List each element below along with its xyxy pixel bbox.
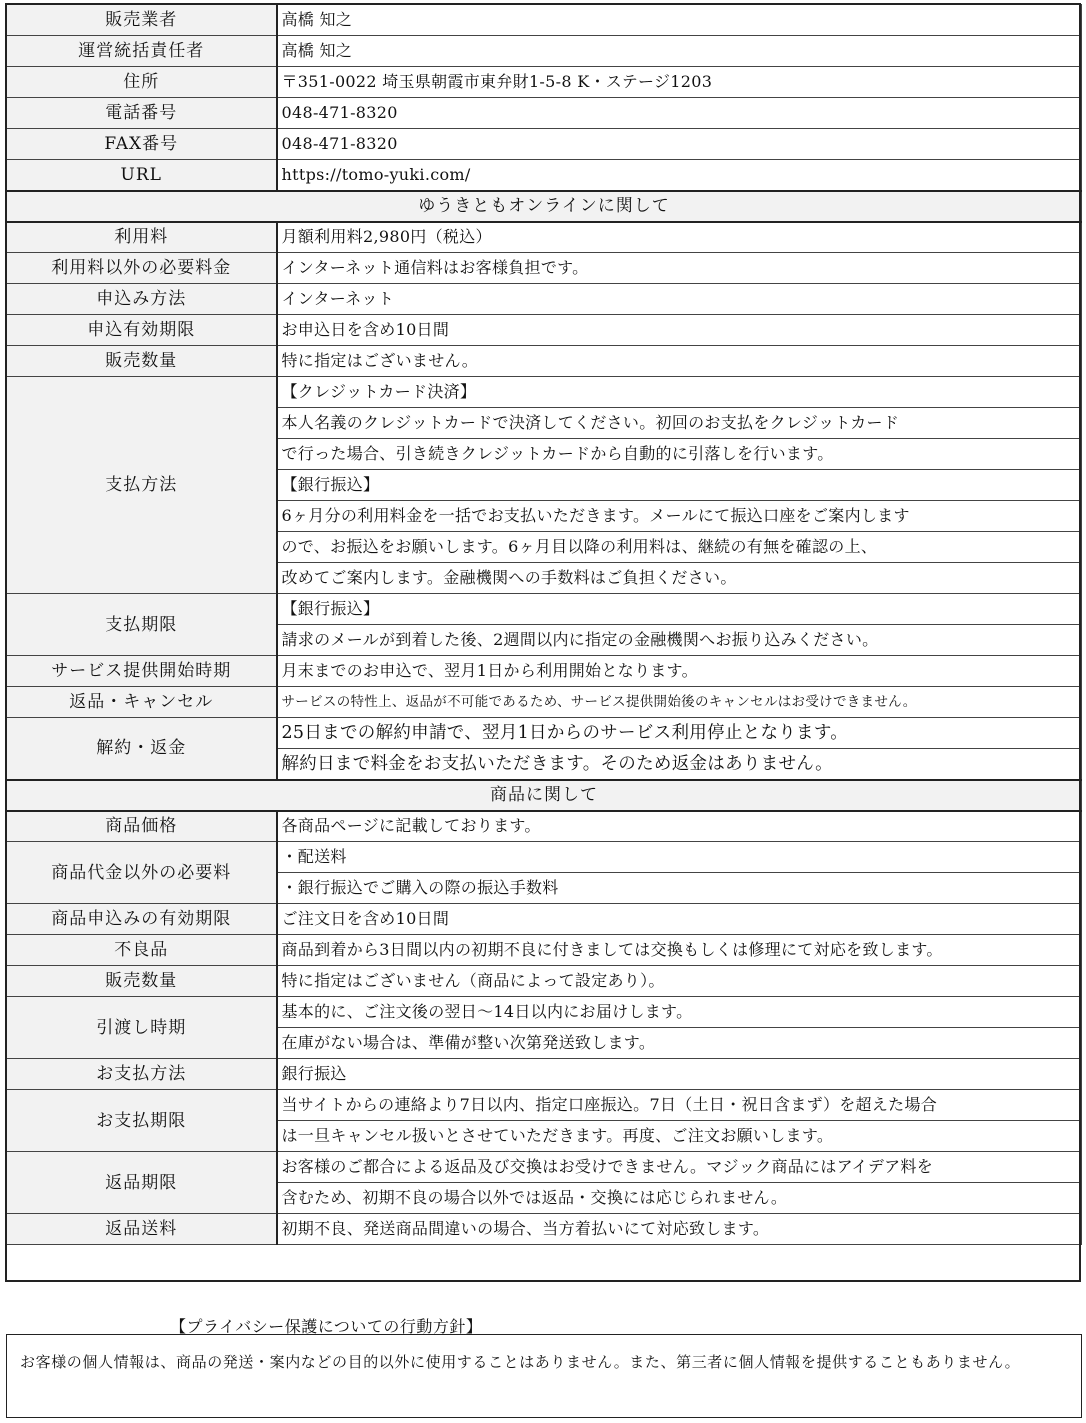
row-label: 引渡し時期 <box>7 997 277 1059</box>
table-row <box>7 656 1082 687</box>
row-value-line: 【クレジットカード決済】 <box>277 377 1082 408</box>
row-label: お支払期限 <box>7 1090 277 1152</box>
table-row <box>7 1090 1082 1121</box>
table-row <box>7 5 1082 36</box>
row-label: 返品期限 <box>7 1152 277 1214</box>
row-label: 商品価格 <box>7 811 277 842</box>
row-value-line: 当サイトからの連絡より7日以内、指定口座振込。7日（土日・祝日含まず）を超えた場合 <box>277 1090 1082 1121</box>
row-label: 支払方法 <box>7 377 277 594</box>
row-label: 住所 <box>7 67 277 98</box>
row-value-line: 【銀行振込】 <box>277 470 1082 501</box>
section-header-row <box>7 780 1082 811</box>
url-value: https://tomo-yuki.com/ <box>277 160 1082 191</box>
table-row <box>7 222 1082 253</box>
table-row <box>7 935 1082 966</box>
table-row <box>7 842 1082 873</box>
row-label: 販売数量 <box>7 346 277 377</box>
table-row <box>7 1059 1082 1090</box>
row-label: 販売数量 <box>7 966 277 997</box>
row-value-line: で行った場合、引き続きクレジットカードから自動的に引落しを行います。 <box>277 439 1082 470</box>
row-label: 返品送料 <box>7 1214 277 1245</box>
row-label: 運営統括責任者 <box>7 36 277 67</box>
row-value-line: 在庫がない場合は、準備が整い次第発送致します。 <box>277 1028 1082 1059</box>
row-label: 商品申込みの有効期限 <box>7 904 277 935</box>
row-value-line: 含むため、初期不良の場合以外では返品・交換には応じられません。 <box>277 1183 1082 1214</box>
table-row <box>7 687 1082 718</box>
row-label: 申込み方法 <box>7 284 277 315</box>
row-value: お申込日を含め10日間 <box>277 315 1082 346</box>
row-value-line: 基本的に、ご注文後の翌日～14日以内にお届けします。 <box>277 997 1082 1028</box>
row-label: 利用料以外の必要料金 <box>7 253 277 284</box>
privacy-policy-box <box>6 1334 1082 1418</box>
row-value: 月末までのお申込で、翌月1日から利用開始となります。 <box>277 656 1082 687</box>
row-label: サービス提供開始時期 <box>7 656 277 687</box>
row-label: FAX番号 <box>7 129 277 160</box>
row-value-line: ・銀行振込でご購入の際の振込手数料 <box>277 873 1082 904</box>
row-value: 各商品ページに記載しております。 <box>277 811 1082 842</box>
row-value: 高橋 知之 <box>277 5 1082 36</box>
table-row <box>7 718 1082 749</box>
row-value-line: は一旦キャンセル扱いとさせていただきます。再度、ご注文お願いします。 <box>277 1121 1082 1152</box>
row-value: 高橋 知之 <box>277 36 1082 67</box>
section-header-online: ゆうきともオンラインに関して <box>7 191 1082 222</box>
row-value-line: 本人名義のクレジットカードで決済してください。初回のお支払をクレジットカード <box>277 408 1082 439</box>
table-row <box>7 160 1082 191</box>
row-value-line: 【銀行振込】 <box>277 594 1082 625</box>
row-value: ご注文日を含め10日間 <box>277 904 1082 935</box>
table-row <box>7 67 1082 98</box>
row-value-line: ので、お振込をお願いします。6ヶ月目以降の利用料は、継続の有無を確認の上、 <box>277 532 1082 563</box>
table-row <box>7 315 1082 346</box>
row-label: お支払方法 <box>7 1059 277 1090</box>
row-label: 不良品 <box>7 935 277 966</box>
table-row <box>7 36 1082 67</box>
row-value-line: 解約日まで料金をお支払いただきます。そのため返金はありません。 <box>277 749 1082 780</box>
privacy-body: お客様の個人情報は、商品の発送・案内などの目的以外に使用することはありません。また、第三者に個人情報を提供することもありません。 <box>20 1353 1021 1371</box>
section-header-product: 商品に関して <box>7 780 1082 811</box>
row-value: 初期不良、発送商品間違いの場合、当方着払いにて対応致します。 <box>277 1214 1082 1245</box>
table-row <box>7 904 1082 935</box>
table-row <box>7 253 1082 284</box>
row-value-line: 25日までの解約申請で、翌月1日からのサービス利用停止となります。 <box>277 718 1082 749</box>
row-label: URL <box>7 160 277 191</box>
table-row <box>7 811 1082 842</box>
row-value-line: 6ヶ月分の利用料金を一括でお支払いただきます。メールにて振込口座をご案内します <box>277 501 1082 532</box>
row-label: 返品・キャンセル <box>7 687 277 718</box>
table-row <box>7 129 1082 160</box>
row-label: 商品代金以外の必要料 <box>7 842 277 904</box>
row-label: 申込有効期限 <box>7 315 277 346</box>
row-value-line: お客様のご都合による返品及び交換はお受けできません。マジック商品にはアイデア料を <box>277 1152 1082 1183</box>
row-value: 048-471-8320 <box>277 98 1082 129</box>
row-label: 解約・返金 <box>7 718 277 780</box>
row-value: 特に指定はございません（商品によって設定あり）。 <box>277 966 1082 997</box>
row-value: 048-471-8320 <box>277 129 1082 160</box>
row-label: 支払期限 <box>7 594 277 656</box>
section-header-row <box>7 191 1082 222</box>
table-row <box>7 377 1082 408</box>
row-value-line: 改めてご案内します。金融機関への手数料はご負担ください。 <box>277 563 1082 594</box>
table-row <box>7 1152 1082 1183</box>
row-label: 利用料 <box>7 222 277 253</box>
row-value-line: ・配送料 <box>277 842 1082 873</box>
row-value: インターネット <box>277 284 1082 315</box>
row-label: 電話番号 <box>7 98 277 129</box>
tokushoho-table <box>6 4 1082 1245</box>
table-row <box>7 1214 1082 1245</box>
row-value: 商品到着から3日間以内の初期不良に付きましては交換もしくは修理にて対応を致します。 <box>277 935 1082 966</box>
row-value: 〒351-0022 埼玉県朝霞市東弁財1-5-8 K・ステージ1203 <box>277 67 1082 98</box>
row-value: インターネット通信料はお客様負担です。 <box>277 253 1082 284</box>
row-value: 銀行振込 <box>277 1059 1082 1090</box>
privacy-heading: 【プライバシー保護についての行動方針】 <box>170 1317 483 1336</box>
row-value-line: 請求のメールが到着した後、2週間以内に指定の金融機関へお振り込みください。 <box>277 625 1082 656</box>
table-row <box>7 966 1082 997</box>
table-row <box>7 284 1082 315</box>
row-value: 月額利用料2,980円（税込） <box>277 222 1082 253</box>
table-row <box>7 594 1082 625</box>
row-value: サービスの特性上、返品が不可能であるため、サービス提供開始後のキャンセルはお受けできません。 <box>277 687 1082 718</box>
row-value: 特に指定はございません。 <box>277 346 1082 377</box>
table-row <box>7 346 1082 377</box>
table-row <box>7 98 1082 129</box>
row-label: 販売業者 <box>7 5 277 36</box>
table-row <box>7 997 1082 1028</box>
